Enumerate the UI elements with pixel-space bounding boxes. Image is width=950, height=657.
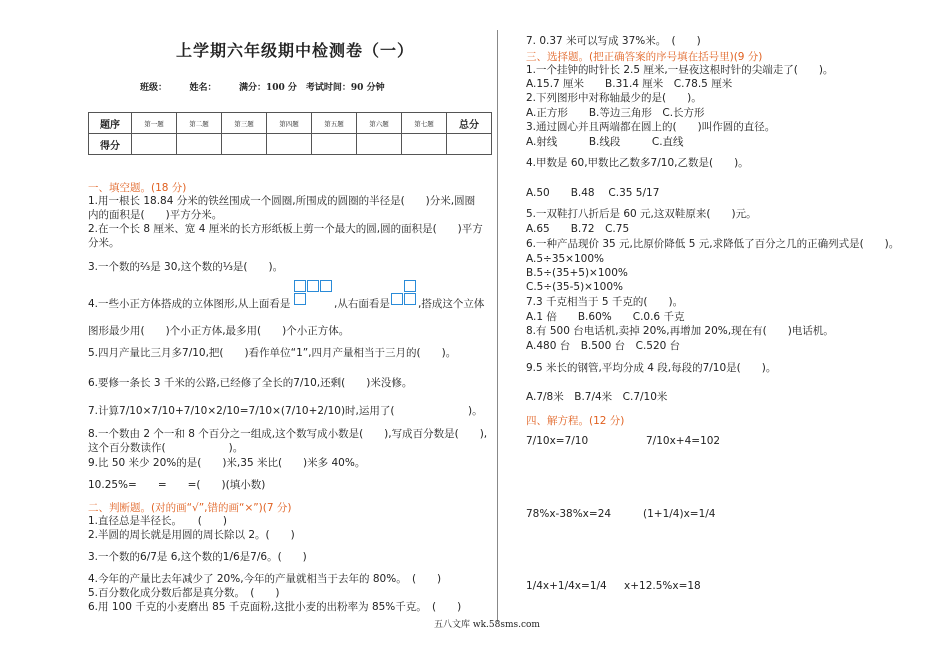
question-3: 3.一个数的⅔是 30,这个数的⅓是( )。: [88, 261, 284, 273]
question-6: 6.要修一条长 3 千米的公路,已经修了全长的7/10,还剩( )米没修。: [88, 377, 413, 389]
section-choice-title: 三、选择题。(把正确答案的序号填在括号里)(9 分): [526, 51, 763, 63]
score-cell[interactable]: [177, 134, 222, 155]
judge-1: 1.直径总是半径长。 ( ): [88, 515, 227, 527]
choice-9: 9.5 米长的钢管,平均分成 4 段,每段的7/10是( )。: [526, 362, 777, 374]
question-8-line-1: 8.一个数由 2 个一和 8 个百分之一组成,这个数写成小数是( ),写成百分数是( ),: [88, 428, 488, 440]
col-q7: 第七题: [402, 113, 447, 134]
col-total: 总分: [447, 113, 492, 134]
equation-5: 1/4x+1/4x=1/4: [526, 580, 607, 592]
question-1-line-2: 内的面积是( )平方分米。: [88, 209, 223, 221]
question-4-part-a: 4.一些小正方体搭成的立体图形,从上面看是: [88, 298, 291, 310]
judge-4: 4.今年的产量比去年减少了 20%,今年的产量就相当于去年的 80%。 ( ): [88, 573, 442, 585]
question-8-line-2: 这个百分数读作( )。: [88, 442, 244, 454]
choice-8: 8.有 500 台电话机,卖掉 20%,再增加 20%,现在有( )电话机。: [526, 325, 834, 337]
section-equation-title: 四、解方程。(12 分): [526, 415, 625, 427]
footer-watermark: 五八文库 wk.58sms.com: [434, 620, 540, 630]
choice-8-options: A.480 台 B.500 台 C.520 台: [526, 340, 681, 352]
section-judge-title: 二、判断题。(对的画“√”,错的画“×”)(7 分): [88, 502, 292, 514]
question-9: 9.比 50 米少 20%的是( )米,35 米比( )米多 40%。: [88, 457, 366, 469]
question-7: 7.计算7/10×7/10+7/10×2/10=7/10×(7/10+2/10)时,运用了( )。: [88, 405, 483, 417]
col-q6: 第六题: [357, 113, 402, 134]
judge-7: 7. 0.37 米可以写成 37%米。 ( ): [526, 35, 701, 47]
choice-6-option-b: B.5÷(35+5)×100%: [526, 267, 628, 279]
section-fill-blank-title: 一、填空题。(18 分): [88, 182, 187, 194]
choice-5: 5.一双鞋打八折后是 60 元,这双鞋原来( )元。: [526, 208, 757, 220]
col-q4: 第四题: [267, 113, 312, 134]
col-q1: 第一题: [132, 113, 177, 134]
score-cell[interactable]: [222, 134, 267, 155]
question-4-part-d: 图形最少用( )个小正方体,最多用( )个小正方体。: [88, 325, 350, 337]
question-10: 10.25%= = =( )(填小数): [88, 479, 266, 491]
equation-2: 7/10x+4=102: [646, 435, 721, 447]
choice-6-option-a: A.5÷35×100%: [526, 253, 604, 265]
col-q3: 第三题: [222, 113, 267, 134]
choice-9-options: A.7/8米 B.7/4米 C.7/10米: [526, 391, 668, 403]
judge-5: 5.百分数化成分数后都是真分数。 ( ): [88, 587, 280, 599]
choice-1-options: A.15.7 厘米 B.31.4 厘米 C.78.5 厘米: [526, 78, 733, 90]
question-4-part-b: ,从右面看是: [334, 298, 390, 310]
question-1-line-1: 1.用一根长 18.84 分米的铁丝围成一个圆圈,所围成的圆圈的半径是( )分米,圆圈: [88, 195, 476, 207]
score-table: [88, 112, 492, 155]
score-cell[interactable]: [402, 134, 447, 155]
col-q2: 第二题: [177, 113, 222, 134]
judge-3: 3.一个数的6/7是 6,这个数的1/6是7/6。( ): [88, 551, 307, 563]
equation-6: x+12.5%x=18: [624, 580, 701, 592]
choice-4-options: A.50 B.48 C.35 5/17: [526, 187, 660, 199]
page-title: 上学期六年级期中检测卷（一）: [176, 41, 415, 60]
score-cell[interactable]: [357, 134, 402, 155]
row-label-score: 得分: [89, 134, 132, 155]
question-2-line-2: 分米。: [88, 237, 120, 249]
equation-1: 7/10x=7/10: [526, 435, 589, 447]
score-cell[interactable]: [267, 134, 312, 155]
choice-6-option-c: C.5÷(35-5)×100%: [526, 281, 623, 293]
choice-4: 4.甲数是 60,甲数比乙数多7/10,乙数是( )。: [526, 157, 749, 169]
choice-7: 7.3 千克相当于 5 千克的( )。: [526, 296, 684, 308]
equation-3: 78%x-38%x=24: [526, 508, 612, 520]
choice-3: 3.通过圆心并且两端都在圆上的( )叫作圆的直径。: [526, 121, 776, 133]
choice-2-options: A.正方形 B.等边三角形 C.长方形: [526, 107, 705, 119]
score-cell[interactable]: [447, 134, 492, 155]
score-cell[interactable]: [312, 134, 357, 155]
choice-7-options: A.1 倍 B.60% C.0.6 千克: [526, 311, 685, 323]
question-4-part-c: ,搭成这个立体: [418, 298, 485, 310]
col-q5: 第五题: [312, 113, 357, 134]
question-5: 5.四月产量比三月多7/10,把( )看作单位“1”,四月产量相当于三月的( )。: [88, 347, 457, 359]
choice-6: 6.一种产品现价 35 元,比原价降低 5 元,求降低了百分之几的正确列式是( )。: [526, 238, 900, 250]
choice-2: 2.下列图形中对称轴最少的是( )。: [526, 92, 702, 104]
choice-1: 1.一个挂钟的时针长 2.5 厘米,一昼夜这根时针的尖端走了( )。: [526, 64, 834, 76]
choice-5-options: A.65 B.72 C.75: [526, 223, 630, 235]
row-label-order: 题序: [89, 113, 132, 134]
equation-4: (1+1/4)x=1/4: [643, 508, 716, 520]
judge-2: 2.半圆的周长就是用圆的周长除以 2。( ): [88, 529, 295, 541]
score-cell[interactable]: [132, 134, 177, 155]
column-divider: [497, 30, 498, 622]
exam-meta: 班级： 姓名： 满分：100 分 考试时间：90 分钟: [140, 83, 385, 93]
question-2-line-1: 2.在一个长 8 厘米、宽 4 厘米的长方形纸板上剪一个最大的圆,圆的面积是( )平方: [88, 223, 483, 235]
choice-3-options: A.射线 B.线段 C.直线: [526, 136, 684, 148]
judge-6: 6.用 100 千克的小麦磨出 85 千克面粉,这批小麦的出粉率为 85%千克。 ( ): [88, 601, 462, 613]
